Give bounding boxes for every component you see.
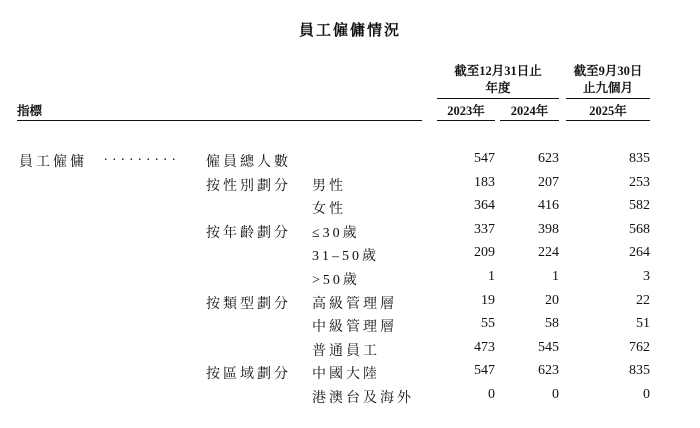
- header-group-fy-line1: 截至12月31日止: [454, 64, 542, 78]
- cell-2023: 0: [488, 387, 495, 402]
- row-sub-label: ≤30歲: [312, 226, 360, 241]
- cell-2023: 547: [474, 151, 495, 166]
- cell-2024: 623: [538, 363, 559, 378]
- cell-2023: 55: [481, 316, 495, 331]
- cell-2024: 224: [538, 245, 559, 260]
- row-group-label: 按類型劃分: [206, 297, 291, 312]
- cell-2024: 623: [538, 151, 559, 166]
- cell-2023: 19: [481, 293, 495, 308]
- header-group-9m: [566, 63, 650, 97]
- cell-2025: 0: [643, 387, 650, 402]
- row-sub-label: >50歲: [312, 273, 360, 288]
- row-sub-label: 女性: [312, 202, 346, 217]
- row-sub-label: 中國大陸: [312, 367, 380, 382]
- cell-2023: 364: [474, 198, 495, 213]
- row-sub-label: 男性: [312, 179, 346, 194]
- row-sub-label: 中級管理層: [312, 320, 397, 335]
- header-group-fy: [437, 63, 559, 97]
- cell-2023: 473: [474, 340, 495, 355]
- cell-2025: 835: [629, 151, 650, 166]
- header-group-9m-rule: [566, 98, 650, 99]
- cell-2023: 547: [474, 363, 495, 378]
- cell-2025: 762: [629, 340, 650, 355]
- section-leader-dots: .........: [104, 149, 181, 164]
- row-sub-label: 高級管理層: [312, 297, 397, 312]
- row-sub-label: 普通員工: [312, 344, 380, 359]
- cell-2025: 3: [643, 269, 650, 284]
- col-header-2023: 2023年: [447, 104, 485, 118]
- cell-2024: 545: [538, 340, 559, 355]
- section-label: 員工僱傭: [19, 155, 87, 170]
- header-group-9m-line1: 截至9月30日: [573, 64, 643, 78]
- row-group-label: 按性別劃分: [206, 179, 291, 194]
- cell-2025: 582: [629, 198, 650, 213]
- row-group-label: 僱員總人數: [206, 155, 291, 170]
- cell-2024: 58: [545, 316, 559, 331]
- col-header-2025: 2025年: [589, 104, 627, 118]
- header-group-fy-rule: [437, 98, 559, 99]
- row-group-label: 按區域劃分: [206, 367, 291, 382]
- cell-2024: 416: [538, 198, 559, 213]
- header-rule-indicator: [17, 120, 422, 121]
- cell-2025: 835: [629, 363, 650, 378]
- cell-2023: 209: [474, 245, 495, 260]
- cell-2024: 0: [552, 387, 559, 402]
- cell-2025: 253: [629, 175, 650, 190]
- cell-2023: 183: [474, 175, 495, 190]
- row-sub-label: 31–50歲: [312, 249, 379, 264]
- cell-2024: 207: [538, 175, 559, 190]
- cell-2023: 337: [474, 222, 495, 237]
- cell-2024: 1: [552, 269, 559, 284]
- cell-2024: 398: [538, 222, 559, 237]
- indicator-header: 指標: [17, 104, 43, 118]
- row-group-label: 按年齡劃分: [206, 226, 291, 241]
- header-rule-2023: [437, 120, 495, 121]
- header-rule-2025: [566, 120, 650, 121]
- header-rule-2024: [500, 120, 559, 121]
- cell-2024: 20: [545, 293, 559, 308]
- row-sub-label: 港澳台及海外: [312, 391, 414, 406]
- cell-2023: 1: [488, 269, 495, 284]
- cell-2025: 568: [629, 222, 650, 237]
- col-header-2024: 2024年: [510, 104, 549, 118]
- header-group-fy-line2: 年度: [485, 81, 511, 95]
- cell-2025: 22: [636, 293, 650, 308]
- header-group-9m-line2: 止九個月: [582, 81, 633, 95]
- cell-2025: 51: [636, 316, 650, 331]
- page-title: 員工僱傭情況: [298, 23, 401, 39]
- cell-2025: 264: [629, 245, 650, 260]
